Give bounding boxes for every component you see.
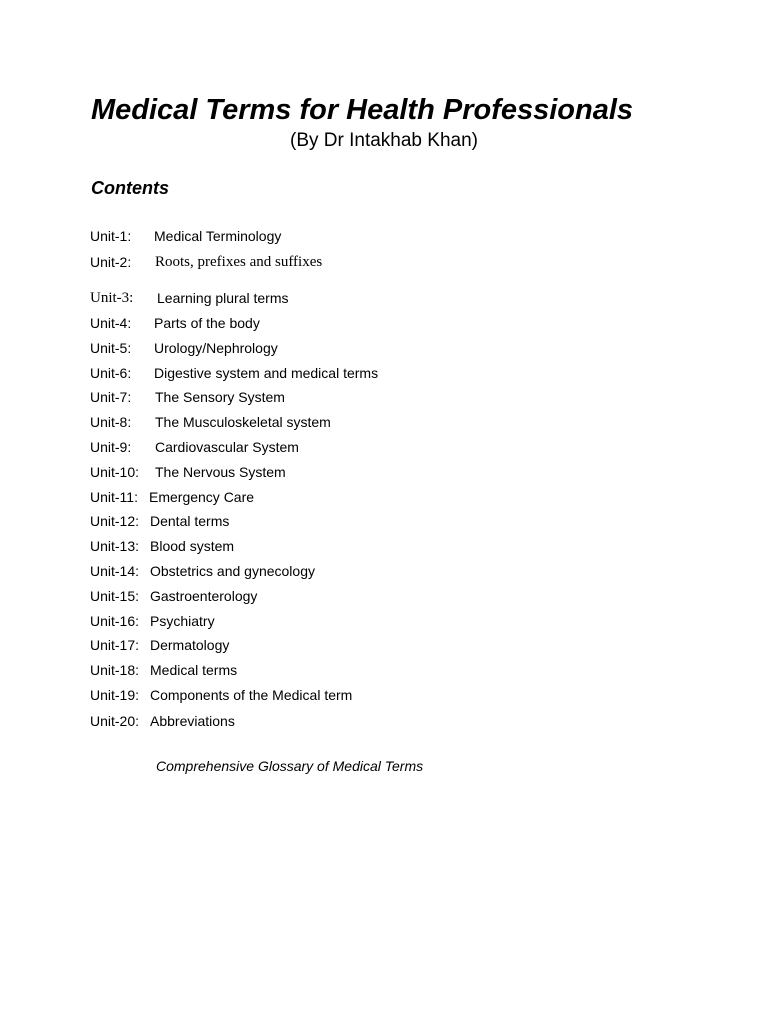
toc-unit-title: Urology/Nephrology — [154, 340, 278, 356]
toc-unit-label: Unit-15: — [90, 588, 140, 604]
toc-unit-title: Abbreviations — [150, 713, 235, 729]
document-author: (By Dr Intakhab Khan) — [290, 130, 478, 151]
toc-unit-label: Unit-11: — [90, 489, 138, 505]
toc-unit-title: Dental terms — [150, 513, 230, 529]
toc-unit-title: Gastroenterology — [150, 588, 258, 604]
document-title: Medical Terms for Health Professionals — [91, 94, 634, 126]
toc-unit-label: Unit-17: — [90, 637, 140, 653]
toc-unit-label: Unit-13: — [90, 538, 140, 554]
toc-unit-title: Dermatology — [150, 637, 230, 653]
toc-unit-label: Unit-4: — [90, 315, 132, 331]
toc-unit-title: Obstetrics and gynecology — [150, 563, 315, 579]
toc-unit-label: Unit-1: — [90, 228, 132, 244]
toc-unit-label: Unit-3: — [90, 290, 134, 306]
toc-unit-title: Learning plural terms — [157, 290, 289, 306]
toc-unit-label: Unit-18: — [90, 662, 140, 678]
toc-unit-title: Blood system — [150, 538, 235, 554]
toc-unit-title: The Sensory System — [155, 389, 285, 405]
glossary-entry: Comprehensive Glossary of Medical Terms — [156, 758, 424, 774]
toc-unit-title: Roots, prefixes and suffixes — [155, 254, 323, 270]
toc-unit-title: Components of the Medical term — [150, 687, 353, 703]
toc-unit-title: The Nervous System — [155, 464, 286, 480]
toc-unit-title: Cardiovascular System — [155, 439, 299, 455]
toc-unit-title: Medical terms — [150, 662, 238, 678]
toc-unit-label: Unit-19: — [90, 687, 140, 703]
toc-unit-title: Digestive system and medical terms — [154, 365, 379, 381]
toc-unit-label: Unit-5: — [90, 340, 132, 356]
toc-unit-label: Unit-10: — [90, 464, 140, 480]
toc-unit-label: Unit-12: — [90, 513, 140, 529]
toc-unit-label: Unit-20: — [90, 713, 140, 729]
toc-unit-label: Unit-7: — [90, 389, 132, 405]
toc-unit-label: Unit-14: — [90, 563, 140, 579]
toc-unit-label: Unit-16: — [90, 613, 140, 629]
toc-unit-title: Emergency Care — [149, 489, 255, 505]
toc-unit-label: Unit-6: — [90, 365, 132, 381]
toc-unit-label: Unit-2: — [90, 254, 132, 270]
toc-unit-label: Unit-9: — [90, 439, 132, 455]
toc-unit-title: Medical Terminology — [154, 228, 282, 244]
toc-unit-title: Psychiatry — [150, 613, 215, 629]
contents-heading: Contents — [91, 178, 169, 198]
toc-unit-title: The Musculoskeletal system — [155, 414, 331, 430]
toc-unit-title: Parts of the body — [154, 315, 260, 331]
toc-unit-label: Unit-8: — [90, 414, 132, 430]
